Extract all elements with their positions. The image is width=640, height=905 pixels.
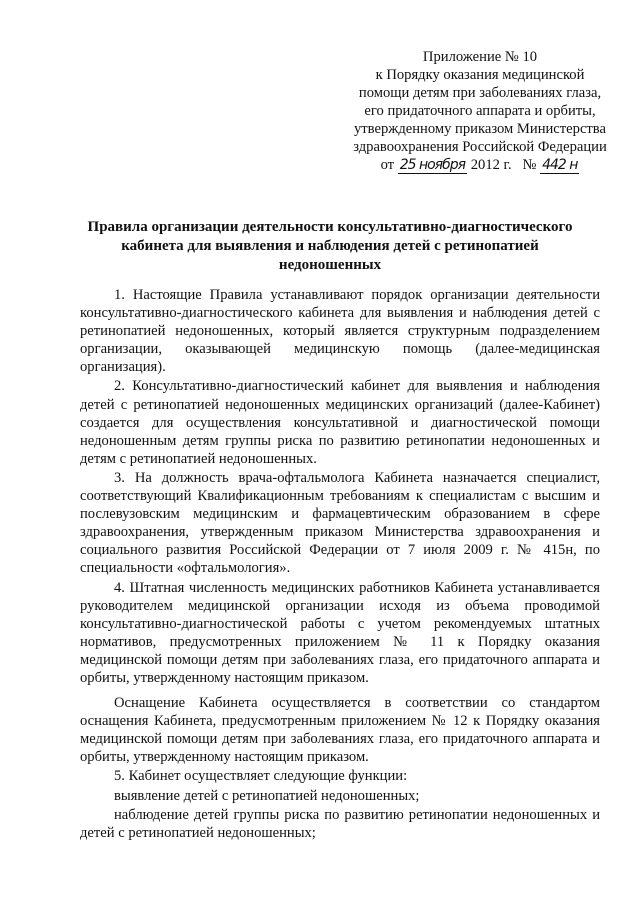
date-year: 2012 г. bbox=[470, 157, 512, 173]
header-line: помощи детям при заболеваниях глаза, bbox=[358, 85, 602, 101]
paragraph-1: 1. Настоящие Правила устанавливают порядок организации деятельности консультативно-диагностического кабинета для выявления и наблюдения детей с ретинопатией недоношенных, который является структурным подразделением организации, оказывающей медицинскую помощь (далее-медицинская организация). bbox=[80, 287, 600, 376]
paragraph-3: 3. На должность врача-офтальмолога Кабинета назначается специалист, соответствующий Квалификационным требованиям к специалистам с высшим и послевузовским медицинским и фармацевтическим образованием в сфере здравоохранения, утвержденным приказом Министерства здравоохранения и социального развития Российской Федерации от 7 июля 2009 г. № 415н, по специальности «офтальмология». bbox=[80, 469, 600, 577]
header-line: здравоохранения Российской Федерации bbox=[353, 139, 607, 155]
function-item: выявление детей с ретинопатией недоношенных; bbox=[114, 787, 420, 804]
order-date-line bbox=[330, 156, 630, 174]
paragraph-4: 4. Штатная численность медицинских работников Кабинета устанавливается руководителем медицинской организации исходя из объема проводимой консультативно-диагностической работы с учетом рекомендуемых штатных нормативов, предусмотренных приложением № 11 к Порядку оказания медицинской помощи детям при заболеваниях глаза, его придаточного аппарата и орбиты, утвержденному настоящим приказом. bbox=[80, 579, 600, 686]
number-prefix: № bbox=[522, 157, 537, 173]
function-item: наблюдение детей группы риска по развитию ретинопатии недоношенных и детей с ретинопатией недоношенных; bbox=[80, 806, 600, 841]
appendix-number: Приложение № 10 bbox=[422, 49, 538, 65]
header-line: его придаточного аппарата и орбиты, bbox=[364, 103, 596, 119]
title-line: недоношенных bbox=[278, 257, 382, 273]
document-body bbox=[80, 286, 600, 842]
paragraph-equipment: Оснащение Кабинета осуществляется в соответствии со стандартом оснащения Кабинета, предусмотренным приложением № 12 к Порядку оказания медицинской помощи детям при заболеваниях глаза, его придаточного аппарата и орбиты, утвержденному настоящим приказом. bbox=[80, 695, 600, 766]
appendix-header bbox=[330, 48, 630, 174]
paragraph-5: 5. Кабинет осуществляет следующие функции: bbox=[114, 768, 408, 785]
date-prefix: от bbox=[380, 157, 395, 173]
header-line: к Порядку оказания медицинской bbox=[375, 67, 585, 83]
title-line: Правила организации деятельности консультативно-диагностического bbox=[87, 219, 573, 235]
handwritten-order-number: 442 н bbox=[542, 157, 578, 173]
document-title bbox=[60, 218, 600, 275]
handwritten-date: 25 ноября bbox=[399, 157, 466, 173]
title-line: кабинета для выявления и наблюдения детей с ретинопатией bbox=[121, 238, 539, 254]
paragraph-2: 2. Консультативно-диагностический кабинет для выявления и наблюдения детей с ретинопатией недоношенных медицинских организаций (далее-Кабинет) создается для осуществления консультативной и диагностической помощи недоношенным детям группы риска по развитию ретинопатии недоношенных и детям с ретинопатией недоношенных. bbox=[80, 378, 600, 467]
header-line: утвержденному приказом Министерства bbox=[354, 121, 606, 137]
